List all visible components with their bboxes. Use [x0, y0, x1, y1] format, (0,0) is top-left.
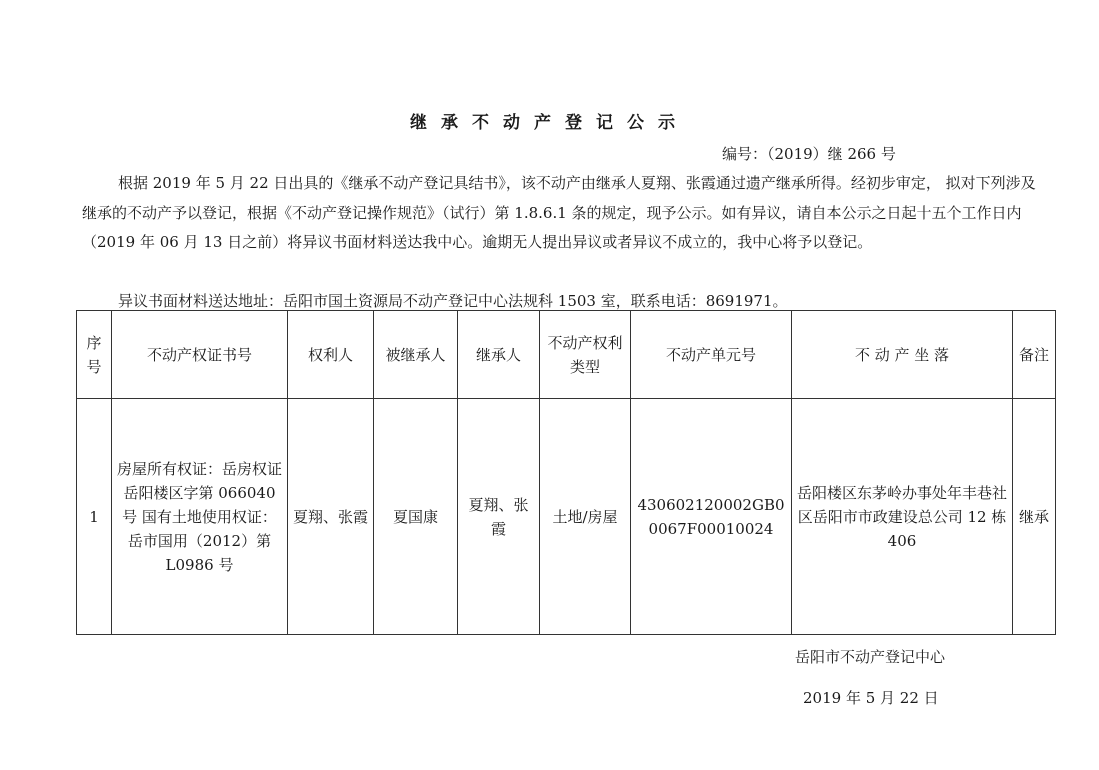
objection-address-paragraph: 异议书面材料送达地址：岳阳市国土资源局不动产登记中心法规科 1503 室，联系电话：8691971。	[118, 292, 788, 310]
cell-seq: 1	[77, 399, 112, 635]
notice-title: 继承不动产登记公示	[410, 113, 689, 133]
table-row	[77, 399, 1056, 635]
header-owner: 权利人	[288, 311, 374, 399]
registration-table	[76, 310, 1056, 635]
cell-cert-number: 房屋所有权证：岳房权证岳阳楼区字第 066040 号 国有土地使用权证：岳市国用（2012）第 L0986 号	[112, 399, 288, 635]
issuing-organization: 岳阳市不动产登记中心	[795, 648, 946, 666]
notice-paragraph-main: 根据 2019 年 5 月 22 日出具的《继承不动产登记具结书》，该不动产由继承人夏翔、张霞通过遗产继承所得。经初步审定， 拟对下列涉及继承的不动产予以登记，根据《不动产登记操作规范》（试行）第 1.8.6.1 条的规定，现予公示。如有异议，请自本公示之日起十五个工作日内（2019 年 06 月 13 日之前）将异议书面材料送达我中心。逾期无人提出异议或者异议不成立的，我中心将予以登记。	[82, 174, 1036, 251]
document-number: 编号：（2019）继 266 号	[722, 145, 896, 163]
table-header-row	[77, 311, 1056, 399]
cell-unit-number: 430602120002GB00067F00010024	[631, 399, 792, 635]
header-unit-number: 不动产单元号	[631, 311, 792, 399]
cell-right-type: 土地/房屋	[540, 399, 631, 635]
header-seq: 序号	[77, 311, 112, 399]
header-heir: 继承人	[458, 311, 540, 399]
cell-owner: 夏翔、张霞	[288, 399, 374, 635]
header-decedent: 被继承人	[374, 311, 458, 399]
header-location: 不 动 产 坐 落	[792, 311, 1013, 399]
header-right-type: 不动产权利类型	[540, 311, 631, 399]
cell-heir: 夏翔、张霞	[458, 399, 540, 635]
cell-location: 岳阳楼区东茅岭办事处年丰巷社区岳阳市市政建设总公司 12 栋 406	[792, 399, 1013, 635]
issue-date: 2019 年 5 月 22 日	[803, 689, 939, 707]
header-note: 备注	[1013, 311, 1056, 399]
cell-note: 继承	[1013, 399, 1056, 635]
header-cert-number: 不动产权证书号	[112, 311, 288, 399]
cell-decedent: 夏国康	[374, 399, 458, 635]
